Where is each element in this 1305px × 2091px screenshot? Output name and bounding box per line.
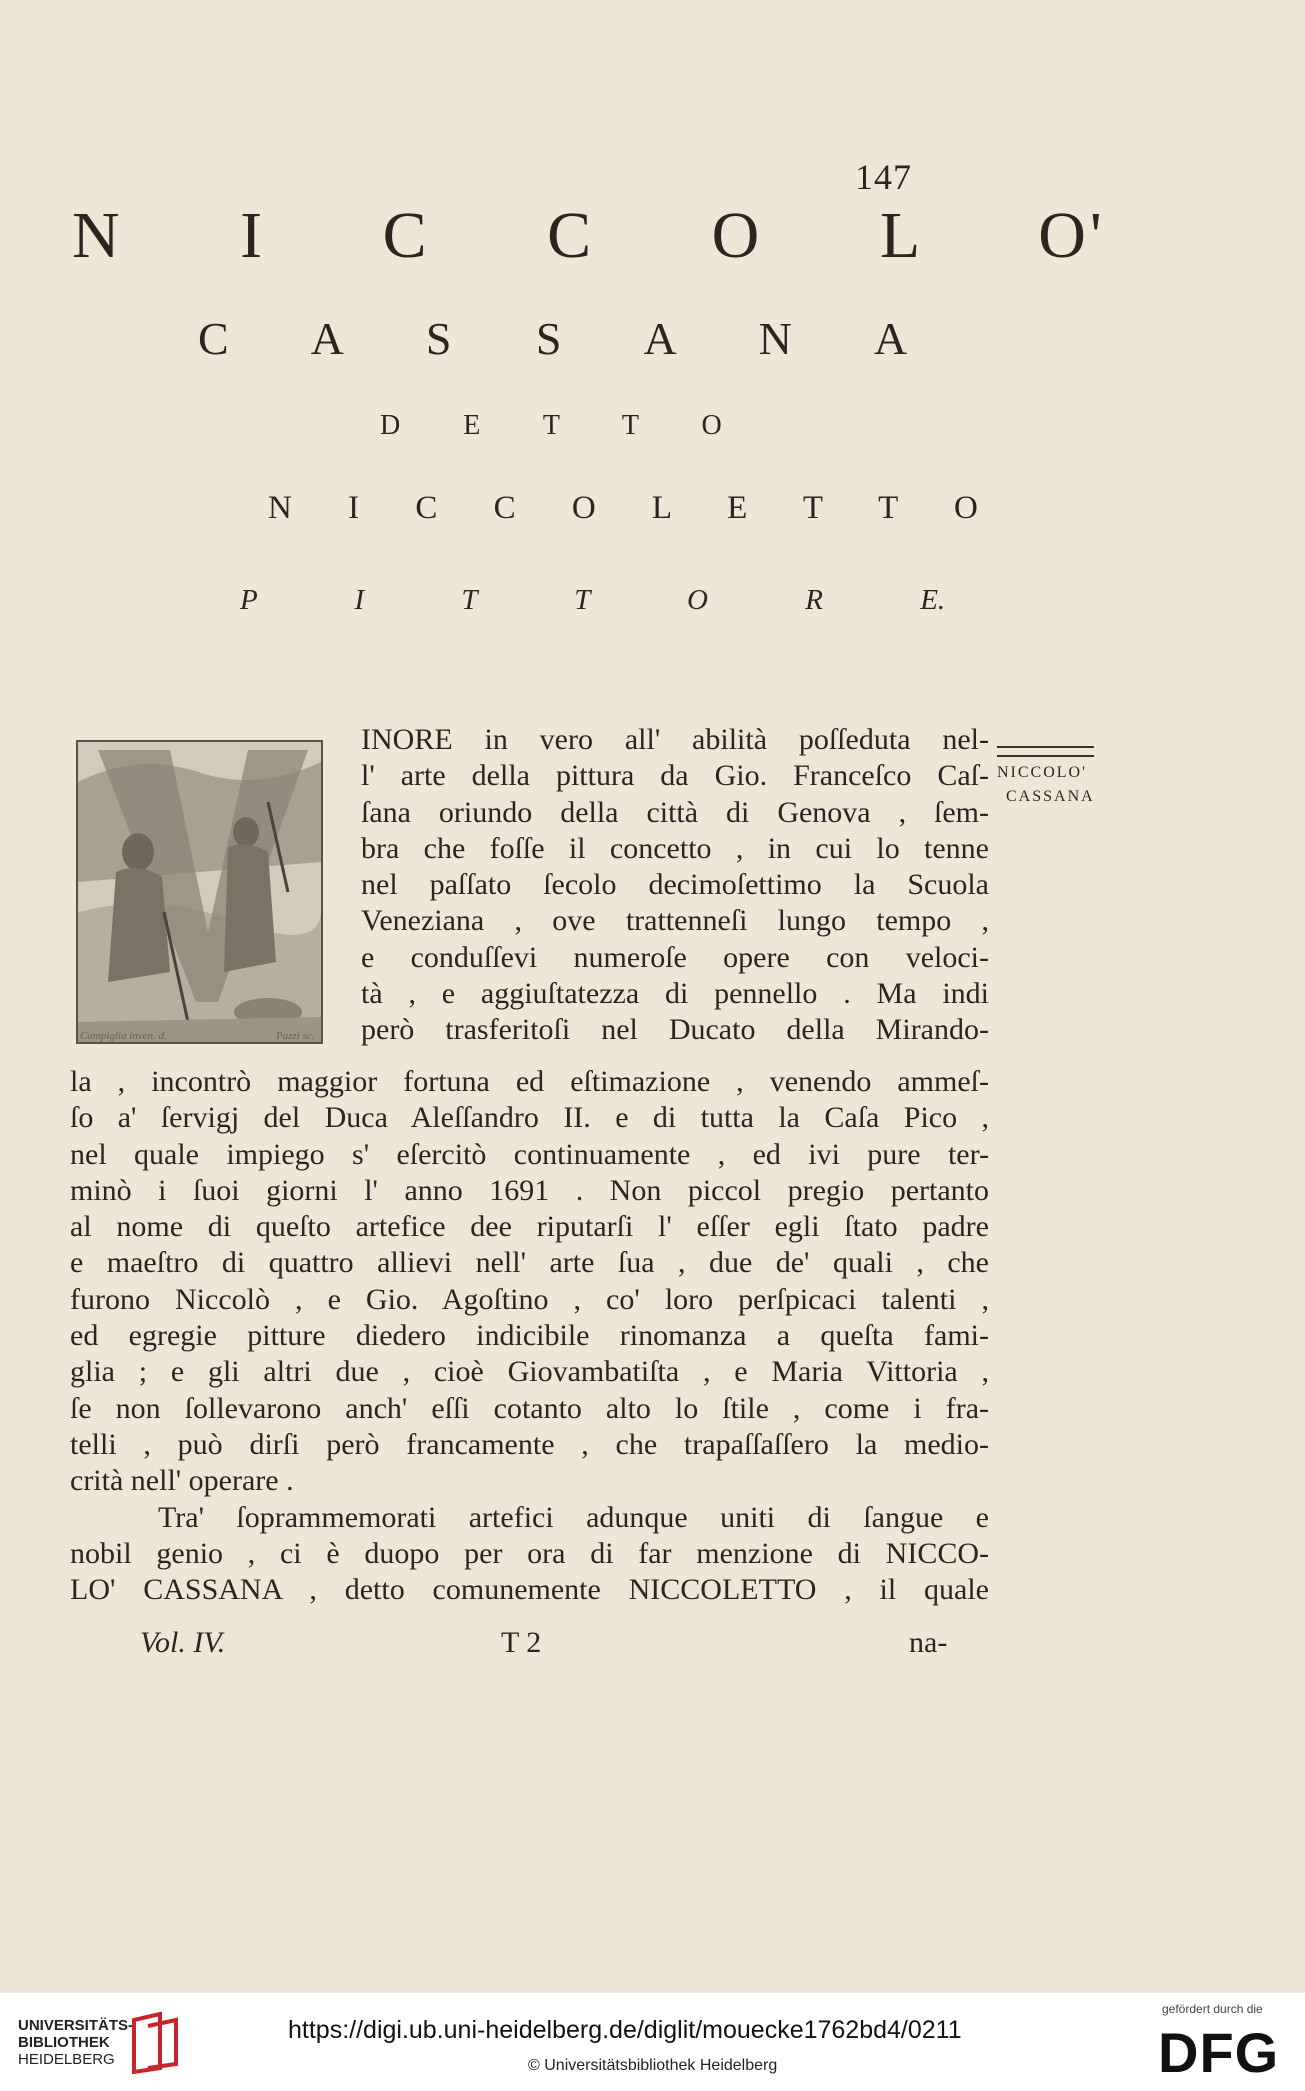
body-line: furono Niccolò , e Gio. Agoſtino , co' loro perſpicaci talenti ,	[70, 1282, 989, 1316]
marginal-note-line-2: CASSANA	[1006, 788, 1095, 805]
body-line: al nome di queſto artefice dee riputarſi l' eſſer egli ſtato padre	[70, 1210, 989, 1244]
body-line: tà , e aggiuſtatezza di pennello . Ma indi	[361, 977, 989, 1011]
title-line-1: N I C C O L O'	[72, 199, 1106, 272]
body-line: glia ; e gli altri due , cioè Giovambatiſta , e Maria Vittoria ,	[70, 1355, 989, 1389]
body-line: nobil genio , ci è duopo per ora di far menzione di NICCO-	[70, 1536, 989, 1570]
signature-mark: T 2	[501, 1626, 542, 1659]
body-line: nel quale impiego s' eſercitò continuamente , ed ivi pure ter-	[70, 1137, 989, 1171]
body-indented-block	[361, 722, 989, 1049]
body-line: INORE in vero all' abilità poſſeduta nel-	[361, 723, 989, 756]
library-name-line-2: BIBLIOTHEK	[18, 2034, 110, 2051]
volume-label: Vol. IV.	[140, 1626, 226, 1659]
body-line: l' arte della pittura da Gio. Franceſco Caſ-	[361, 759, 989, 793]
body-line: la , incontrò maggior fortuna ed eſtimazione , venendo ammeſ-	[70, 1065, 989, 1098]
body-line: e conduſſevi numeroſe opere con veloci-	[361, 940, 989, 974]
marginal-note-line-1: NICCOLO'	[997, 764, 1087, 781]
title-line-4: N I C C O L E T T O	[268, 490, 978, 526]
body-line: telli , può dirſi però francamente , che trapaſſaſſero la medio-	[70, 1427, 989, 1461]
body-line: LO' CASSANA , detto comunemente NICCOLETTO , il quale	[70, 1573, 989, 1607]
marginal-rule	[997, 746, 1094, 757]
body-line: ſe non ſollevarono anch' eſſi cotanto alto lo ſtile , come i fra-	[70, 1391, 989, 1425]
body-line: ed egregie pitture diedero indicibile rinomanza a queſta fami-	[70, 1319, 989, 1353]
body-full-block	[70, 1064, 989, 1608]
permalink-url[interactable]: https://digi.ub.uni-heidelberg.de/diglit/mouecke1762bd4/0211	[288, 2016, 962, 2044]
body-line: Veneziana , ove trattenneſi lungo tempo ,	[361, 904, 989, 938]
dfg-logo[interactable]: DFG	[1158, 2021, 1280, 2084]
funding-note: gefördert durch die	[1162, 2002, 1263, 2016]
library-logo-icon[interactable]	[130, 2010, 182, 2074]
title-line-5: P I T T O R E.	[240, 584, 946, 616]
page-number: 147	[855, 157, 912, 197]
library-name-line-1: UNIVERSITÄTS-	[18, 2017, 134, 2034]
title-line-3: D E T T O	[380, 410, 722, 441]
title-line-2: C A S S A N A	[198, 313, 911, 364]
body-line: bra che foſſe il concetto , in cui lo tenne	[361, 831, 989, 865]
body-line: nel paſſato ſecolo decimoſettimo la Scuola	[361, 868, 989, 902]
body-line: minò i ſuoi giorni l' anno 1691 . Non piccol pregio pertanto	[70, 1173, 989, 1207]
copyright-notice: © Universitätsbibliothek Heidelberg	[528, 2057, 778, 2074]
body-line: ſo a' ſervigj del Duca Aleſſandro II. e di tutta la Caſa Pico ,	[70, 1101, 989, 1135]
catchword: na-	[909, 1626, 948, 1659]
initial-caption-right: Pazzi sc.	[276, 1030, 315, 1042]
library-name-line-3: HEIDELBERG	[18, 2051, 115, 2068]
body-line: crità nell' operare .	[70, 1464, 294, 1498]
decorated-initial-v	[76, 740, 323, 1044]
engraved-initial-illustration	[78, 742, 321, 1042]
library-logo-text[interactable]	[18, 2017, 133, 2068]
body-line: però trasferitoſi nel Ducato della Mirando-	[361, 1013, 989, 1047]
body-line: e maeſtro di quattro allievi nell' arte ſua , due de' quali , che	[70, 1246, 989, 1280]
paragraph-2-first-line: Tra' ſoprammemorati artefici adunque uniti di ſangue e	[158, 1500, 989, 1534]
body-line: ſana oriundo della città di Genova , ſem-	[361, 795, 989, 829]
initial-caption-left: Campiglia inven. d.	[80, 1030, 167, 1042]
